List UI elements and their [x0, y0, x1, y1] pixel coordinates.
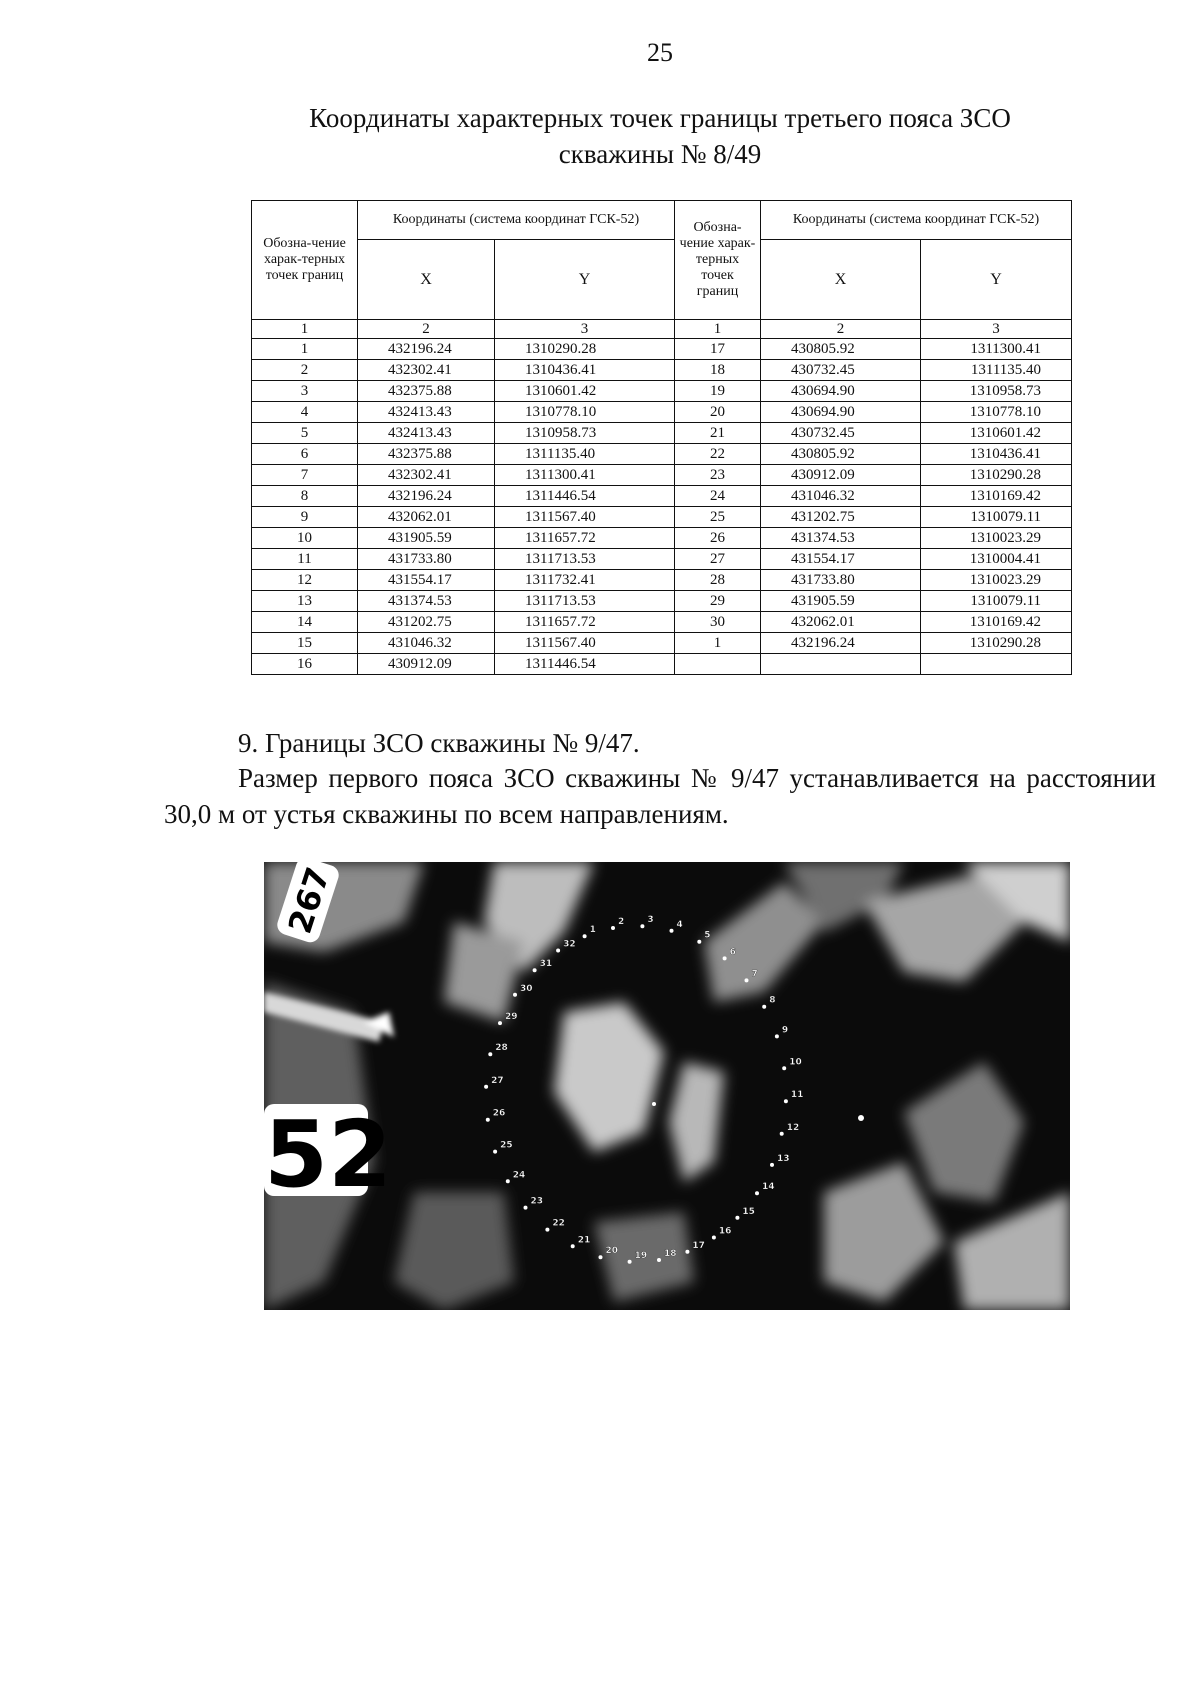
column-number: 3: [495, 320, 675, 339]
x-value: 431202.75: [358, 612, 495, 633]
table-row: [252, 528, 1072, 549]
boundary-point: [545, 1228, 549, 1232]
point-number: 6: [252, 444, 358, 465]
y-value: 1310958.73: [921, 381, 1072, 402]
boundary-point: [697, 940, 701, 944]
boundary-point: [770, 1163, 774, 1167]
y-value: 1310023.29: [921, 570, 1072, 591]
boundary-point-label: 9: [781, 1025, 789, 1036]
point-number: 1: [675, 633, 761, 654]
point-number: 1: [252, 339, 358, 360]
table-title-line-2: скважины № 8/49: [558, 139, 762, 169]
x-value: 432302.41: [358, 360, 495, 381]
x-value: 431905.59: [358, 528, 495, 549]
x-value: 430912.09: [761, 465, 921, 486]
y-value: 1310023.29: [921, 528, 1072, 549]
y-value: 1311732.41: [495, 570, 675, 591]
boundary-point: [493, 1150, 497, 1154]
table-row: [252, 549, 1072, 570]
y-value: 1310169.42: [921, 612, 1072, 633]
boundary-point-label: 14: [762, 1182, 775, 1193]
boundary-point-label: 23: [530, 1196, 544, 1207]
x-value: 431905.59: [761, 591, 921, 612]
boundary-point-label: 3: [647, 915, 654, 926]
y-value: 1310601.42: [921, 423, 1072, 444]
y-value: 1311135.40: [495, 444, 675, 465]
x-value: 430694.90: [761, 381, 921, 402]
point-number: 30: [675, 612, 761, 633]
x-value: 431374.53: [358, 591, 495, 612]
boundary-point: [775, 1034, 779, 1038]
boundary-point-label: 6: [729, 947, 736, 958]
coords-header-2: Координаты (система координат ГСК-52): [761, 201, 1072, 240]
column-number: 2: [358, 320, 495, 339]
point-number: 20: [675, 402, 761, 423]
y-value: 1310079.11: [921, 591, 1072, 612]
point-number: 4: [252, 402, 358, 423]
boundary-point: [484, 1085, 488, 1089]
x-value: 432302.41: [358, 465, 495, 486]
boundary-point-label: 11: [790, 1090, 804, 1101]
boundary-point-label: 5: [704, 930, 711, 941]
x-value: 430732.45: [761, 423, 921, 444]
boundary-point-label: 21: [577, 1235, 591, 1246]
boundary-point: [506, 1179, 510, 1183]
x-value: [761, 654, 921, 675]
y-value: 1311300.41: [495, 465, 675, 486]
boundary-point: [583, 934, 587, 938]
y-value: 1310079.11: [921, 507, 1072, 528]
point-number: 14: [252, 612, 358, 633]
x-value: 430805.92: [761, 339, 921, 360]
boundary-point-label: 7: [751, 969, 758, 980]
boundary-point: [712, 1236, 716, 1240]
x-value: 431733.80: [761, 570, 921, 591]
boundary-point: [488, 1052, 492, 1056]
column-number: 1: [252, 320, 358, 339]
x-value: 432375.88: [358, 444, 495, 465]
y-value: 1310778.10: [495, 402, 675, 423]
table-body: [252, 339, 1072, 675]
coords-header: Координаты (система координат ГСК-52): [358, 201, 675, 240]
y-value: 1310290.28: [921, 633, 1072, 654]
x-value: 431046.32: [761, 486, 921, 507]
y-value: 1311713.53: [495, 549, 675, 570]
table-row: [252, 633, 1072, 654]
boundary-point: [782, 1066, 786, 1070]
boundary-point: [486, 1118, 490, 1122]
boundary-point: [498, 1021, 502, 1025]
point-number: 12: [252, 570, 358, 591]
x-header: X: [358, 240, 495, 320]
section-heading: 9. Границы ЗСО скважины № 9/47.: [238, 728, 640, 758]
x-value: 430732.45: [761, 360, 921, 381]
boundary-point: [556, 949, 560, 953]
svg-text:52: 52: [264, 1101, 393, 1208]
point-number: [675, 654, 761, 675]
boundary-point-label: 30: [520, 983, 533, 994]
table-row: [252, 465, 1072, 486]
boundary-point: [657, 1258, 661, 1262]
point-number: 13: [252, 591, 358, 612]
y-value: 1311446.54: [495, 654, 675, 675]
boundary-point-label: 18: [664, 1249, 677, 1259]
well-marker: [652, 1102, 656, 1106]
boundary-point-label: 4: [676, 919, 683, 930]
boundary-point-label: 16: [718, 1226, 732, 1237]
point-number: 19: [675, 381, 761, 402]
boundary-point: [762, 1005, 766, 1009]
x-value: 432375.88: [358, 381, 495, 402]
y-header: Y: [495, 240, 675, 320]
point-number: 8: [252, 486, 358, 507]
point-number: 9: [252, 507, 358, 528]
point-number: 28: [675, 570, 761, 591]
boundary-point: [513, 993, 517, 997]
x-value: 432196.24: [761, 633, 921, 654]
boundary-point: [784, 1099, 788, 1103]
point-number: 10: [252, 528, 358, 549]
table-row: [252, 444, 1072, 465]
boundary-point: [611, 926, 615, 930]
point-number: 26: [675, 528, 761, 549]
point-number: 25: [675, 507, 761, 528]
table-row: [252, 654, 1072, 675]
column-number: 1: [675, 320, 761, 339]
y-value: 1310601.42: [495, 381, 675, 402]
boundary-point-label: 19: [634, 1250, 648, 1261]
table-row: [252, 402, 1072, 423]
coordinates-table: [251, 200, 1072, 675]
boundary-point: [735, 1216, 739, 1220]
x-value: 432413.43: [358, 402, 495, 423]
y-value: [921, 654, 1072, 675]
x-value: 431046.32: [358, 633, 495, 654]
x-value: 430694.90: [761, 402, 921, 423]
table-row: [252, 507, 1072, 528]
point-number: 24: [675, 486, 761, 507]
x-value: 432196.24: [358, 339, 495, 360]
boundary-point: [599, 1255, 603, 1259]
column-number: 3: [921, 320, 1072, 339]
x-value: 431554.17: [761, 549, 921, 570]
table-row: [252, 612, 1072, 633]
boundary-point: [628, 1260, 632, 1264]
table-row: [252, 339, 1072, 360]
table-row: [252, 591, 1072, 612]
boundary-point: [723, 956, 727, 960]
table-title: [250, 100, 1070, 172]
y-value: 1310778.10: [921, 402, 1072, 423]
point-number: 2: [252, 360, 358, 381]
boundary-point: [685, 1250, 689, 1254]
point-label-header: Обозна-чение харак-терных точек границ: [252, 201, 358, 320]
map-label-52: [264, 1101, 392, 1208]
point-number: 7: [252, 465, 358, 486]
boundary-point-label: 25: [500, 1140, 513, 1151]
boundary-point: [571, 1244, 575, 1248]
y-value: 1310004.41: [921, 549, 1072, 570]
boundary-point-label: 20: [605, 1246, 619, 1257]
boundary-point: [670, 929, 674, 933]
table-header-row: [252, 201, 1072, 240]
table-row: [252, 360, 1072, 381]
point-number: 3: [252, 381, 358, 402]
table-subheader-row: [252, 240, 1072, 320]
point-number: 27: [675, 549, 761, 570]
x-value: 431554.17: [358, 570, 495, 591]
x-value: 432196.24: [358, 486, 495, 507]
boundary-point-label: 27: [491, 1075, 504, 1086]
y-value: 1310436.41: [495, 360, 675, 381]
x-value: 432062.01: [358, 507, 495, 528]
table-row: [252, 570, 1072, 591]
boundary-point-label: 15: [742, 1206, 755, 1217]
column-number-row: [252, 320, 1072, 339]
table-row: [252, 381, 1072, 402]
point-label-header-2: Обозна-чение харак-терных точек границ: [675, 201, 761, 320]
table-row: [252, 486, 1072, 507]
point-number: 18: [675, 360, 761, 381]
point-number: 5: [252, 423, 358, 444]
point-number: 17: [675, 339, 761, 360]
boundary-point-label: 29: [505, 1012, 518, 1023]
boundary-point-label: 8: [769, 995, 776, 1006]
boundary-point-label: 28: [495, 1043, 508, 1054]
y-value: 1311446.54: [495, 486, 675, 507]
point-number: 16: [252, 654, 358, 675]
boundary-point: [780, 1132, 784, 1136]
boundary-point: [755, 1191, 759, 1195]
y-value: 1311300.41: [921, 339, 1072, 360]
table-title-line-1: Координаты характерных точек границы третьего пояса ЗСО: [309, 103, 1011, 133]
boundary-point-label: 26: [492, 1108, 506, 1119]
boundary-point-label: 1: [589, 925, 596, 936]
y-value: 1311135.40: [921, 360, 1072, 381]
boundary-point-label: 32: [563, 939, 576, 950]
y-value: 1310169.42: [921, 486, 1072, 507]
point-number: 15: [252, 633, 358, 654]
x-value: 431202.75: [761, 507, 921, 528]
boundary-point-label: 12: [786, 1122, 800, 1133]
boundary-point-label: 22: [552, 1218, 565, 1229]
y-value: 1310436.41: [921, 444, 1072, 465]
x-value: 432062.01: [761, 612, 921, 633]
boundary-point-label: 10: [789, 1057, 802, 1068]
y-value: 1311657.72: [495, 612, 675, 633]
section-paragraph: Размер первого пояса ЗСО скважины № 9/47 устанавливается на расстоянии 30,0 м от устья скважины по всем направлениям.: [164, 763, 1156, 829]
point-number: 21: [675, 423, 761, 444]
y-value: 1311657.72: [495, 528, 675, 549]
x-value: 432413.43: [358, 423, 495, 444]
boundary-point-label: 24: [512, 1170, 526, 1181]
spot-marker: [858, 1115, 864, 1121]
y-value: 1311713.53: [495, 591, 675, 612]
x-value: 431374.53: [761, 528, 921, 549]
boundary-point-label: 13: [777, 1153, 790, 1164]
aerial-photo-image: [264, 862, 1070, 1310]
page-number: 25: [647, 38, 673, 67]
point-number: 29: [675, 591, 761, 612]
x-header-2: X: [761, 240, 921, 320]
boundary-point-label: 31: [539, 959, 553, 970]
y-value: 1310290.28: [921, 465, 1072, 486]
y-value: 1310290.28: [495, 339, 675, 360]
svg-text:267: 267: [280, 862, 338, 938]
boundary-point: [640, 924, 644, 928]
boundary-point-label: 17: [692, 1240, 705, 1251]
x-value: 430912.09: [358, 654, 495, 675]
point-number: 11: [252, 549, 358, 570]
point-number: 22: [675, 444, 761, 465]
x-value: 430805.92: [761, 444, 921, 465]
x-value: 431733.80: [358, 549, 495, 570]
aerial-photo: [264, 862, 1070, 1310]
point-number: 23: [675, 465, 761, 486]
boundary-point: [524, 1206, 528, 1210]
y-value: 1311567.40: [495, 507, 675, 528]
y-value: 1310958.73: [495, 423, 675, 444]
boundary-point: [745, 978, 749, 982]
y-header-2: Y: [921, 240, 1072, 320]
column-number: 2: [761, 320, 921, 339]
boundary-point: [533, 968, 537, 972]
table-row: [252, 423, 1072, 444]
boundary-point-label: 2: [618, 917, 625, 927]
y-value: 1311567.40: [495, 633, 675, 654]
